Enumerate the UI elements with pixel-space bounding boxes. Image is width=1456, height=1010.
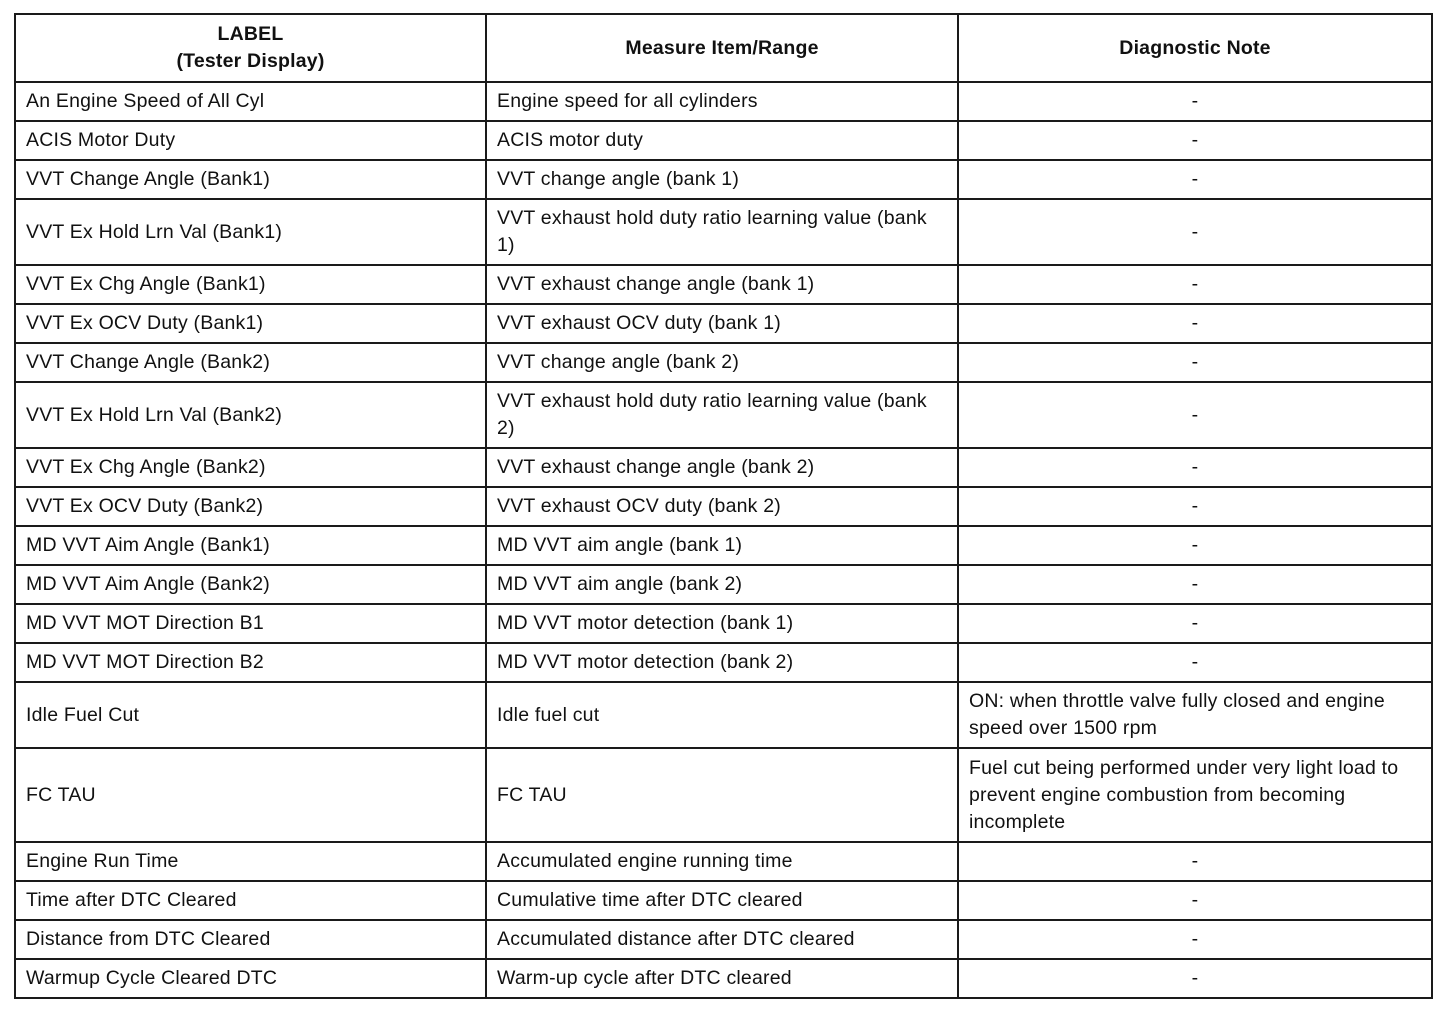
table-row [15, 842, 1432, 881]
data-list-table [14, 13, 1433, 999]
table-row [15, 82, 1432, 121]
table-row [15, 382, 1432, 448]
table-header [15, 14, 1432, 82]
note-cell: - [958, 526, 1432, 565]
label-cell: VVT Ex Chg Angle (Bank1) [15, 265, 486, 304]
label-cell: An Engine Speed of All Cyl [15, 82, 486, 121]
label-cell: VVT Ex Hold Lrn Val (Bank1) [15, 199, 486, 265]
note-cell: - [958, 604, 1432, 643]
label-cell: Time after DTC Cleared [15, 881, 486, 920]
table-row [15, 265, 1432, 304]
table-body [15, 82, 1432, 998]
note-cell: - [958, 304, 1432, 343]
note-cell: - [958, 382, 1432, 448]
label-cell: VVT Ex OCV Duty (Bank1) [15, 304, 486, 343]
measure-cell: Engine speed for all cylinders [486, 82, 958, 121]
label-header-line1: LABEL [217, 23, 284, 45]
note-cell: - [958, 121, 1432, 160]
label-cell: Idle Fuel Cut [15, 682, 486, 748]
measure-cell: ACIS motor duty [486, 121, 958, 160]
label-header-line2: (Tester Display) [176, 50, 325, 72]
label-cell: ACIS Motor Duty [15, 121, 486, 160]
table-row [15, 682, 1432, 748]
label-cell: MD VVT Aim Angle (Bank1) [15, 526, 486, 565]
note-cell: - [958, 881, 1432, 920]
measure-column-header: Measure Item/Range [486, 14, 958, 82]
table-row [15, 643, 1432, 682]
label-cell: VVT Change Angle (Bank1) [15, 160, 486, 199]
note-cell: - [958, 265, 1432, 304]
measure-cell: VVT exhaust hold duty ratio learning value (bank 2) [486, 382, 958, 448]
label-cell: VVT Change Angle (Bank2) [15, 343, 486, 382]
label-cell: FC TAU [15, 748, 486, 842]
label-cell: Warmup Cycle Cleared DTC [15, 959, 486, 998]
label-cell: MD VVT MOT Direction B2 [15, 643, 486, 682]
note-column-header: Diagnostic Note [958, 14, 1432, 82]
label-cell: Engine Run Time [15, 842, 486, 881]
table-row [15, 304, 1432, 343]
note-cell: - [958, 160, 1432, 199]
label-cell: Distance from DTC Cleared [15, 920, 486, 959]
measure-cell: VVT exhaust OCV duty (bank 2) [486, 487, 958, 526]
note-cell: - [958, 82, 1432, 121]
table-row [15, 199, 1432, 265]
measure-cell: MD VVT motor detection (bank 2) [486, 643, 958, 682]
table-row [15, 959, 1432, 998]
measure-cell: Accumulated engine running time [486, 842, 958, 881]
label-column-header [15, 14, 486, 82]
measure-cell: VVT exhaust change angle (bank 1) [486, 265, 958, 304]
measure-cell: Accumulated distance after DTC cleared [486, 920, 958, 959]
note-cell: - [958, 565, 1432, 604]
measure-cell: VVT exhaust change angle (bank 2) [486, 448, 958, 487]
table-row [15, 487, 1432, 526]
note-cell: - [958, 199, 1432, 265]
table-row [15, 748, 1432, 842]
note-cell: - [958, 842, 1432, 881]
table-row [15, 604, 1432, 643]
measure-cell: MD VVT aim angle (bank 2) [486, 565, 958, 604]
measure-cell: FC TAU [486, 748, 958, 842]
note-cell: Fuel cut being performed under very light load to prevent engine combustion from becoming incomplete [958, 748, 1432, 842]
measure-cell: Warm-up cycle after DTC cleared [486, 959, 958, 998]
note-cell: - [958, 343, 1432, 382]
label-cell: VVT Ex Hold Lrn Val (Bank2) [15, 382, 486, 448]
note-cell: - [958, 959, 1432, 998]
measure-cell: Cumulative time after DTC cleared [486, 881, 958, 920]
label-cell: MD VVT MOT Direction B1 [15, 604, 486, 643]
note-cell: - [958, 487, 1432, 526]
table-row [15, 920, 1432, 959]
label-cell: VVT Ex OCV Duty (Bank2) [15, 487, 486, 526]
table-row [15, 526, 1432, 565]
table-row [15, 881, 1432, 920]
measure-cell: VVT exhaust hold duty ratio learning value (bank 1) [486, 199, 958, 265]
note-cell: ON: when throttle valve fully closed and engine speed over 1500 rpm [958, 682, 1432, 748]
header-row [15, 14, 1432, 82]
table-row [15, 448, 1432, 487]
note-cell: - [958, 643, 1432, 682]
table-row [15, 565, 1432, 604]
measure-cell: MD VVT aim angle (bank 1) [486, 526, 958, 565]
label-cell: MD VVT Aim Angle (Bank2) [15, 565, 486, 604]
measure-cell: MD VVT motor detection (bank 1) [486, 604, 958, 643]
measure-cell: Idle fuel cut [486, 682, 958, 748]
measure-cell: VVT exhaust OCV duty (bank 1) [486, 304, 958, 343]
note-cell: - [958, 448, 1432, 487]
table-row [15, 121, 1432, 160]
label-cell: VVT Ex Chg Angle (Bank2) [15, 448, 486, 487]
measure-cell: VVT change angle (bank 1) [486, 160, 958, 199]
measure-cell: VVT change angle (bank 2) [486, 343, 958, 382]
table-row [15, 160, 1432, 199]
table-row [15, 343, 1432, 382]
note-cell: - [958, 920, 1432, 959]
